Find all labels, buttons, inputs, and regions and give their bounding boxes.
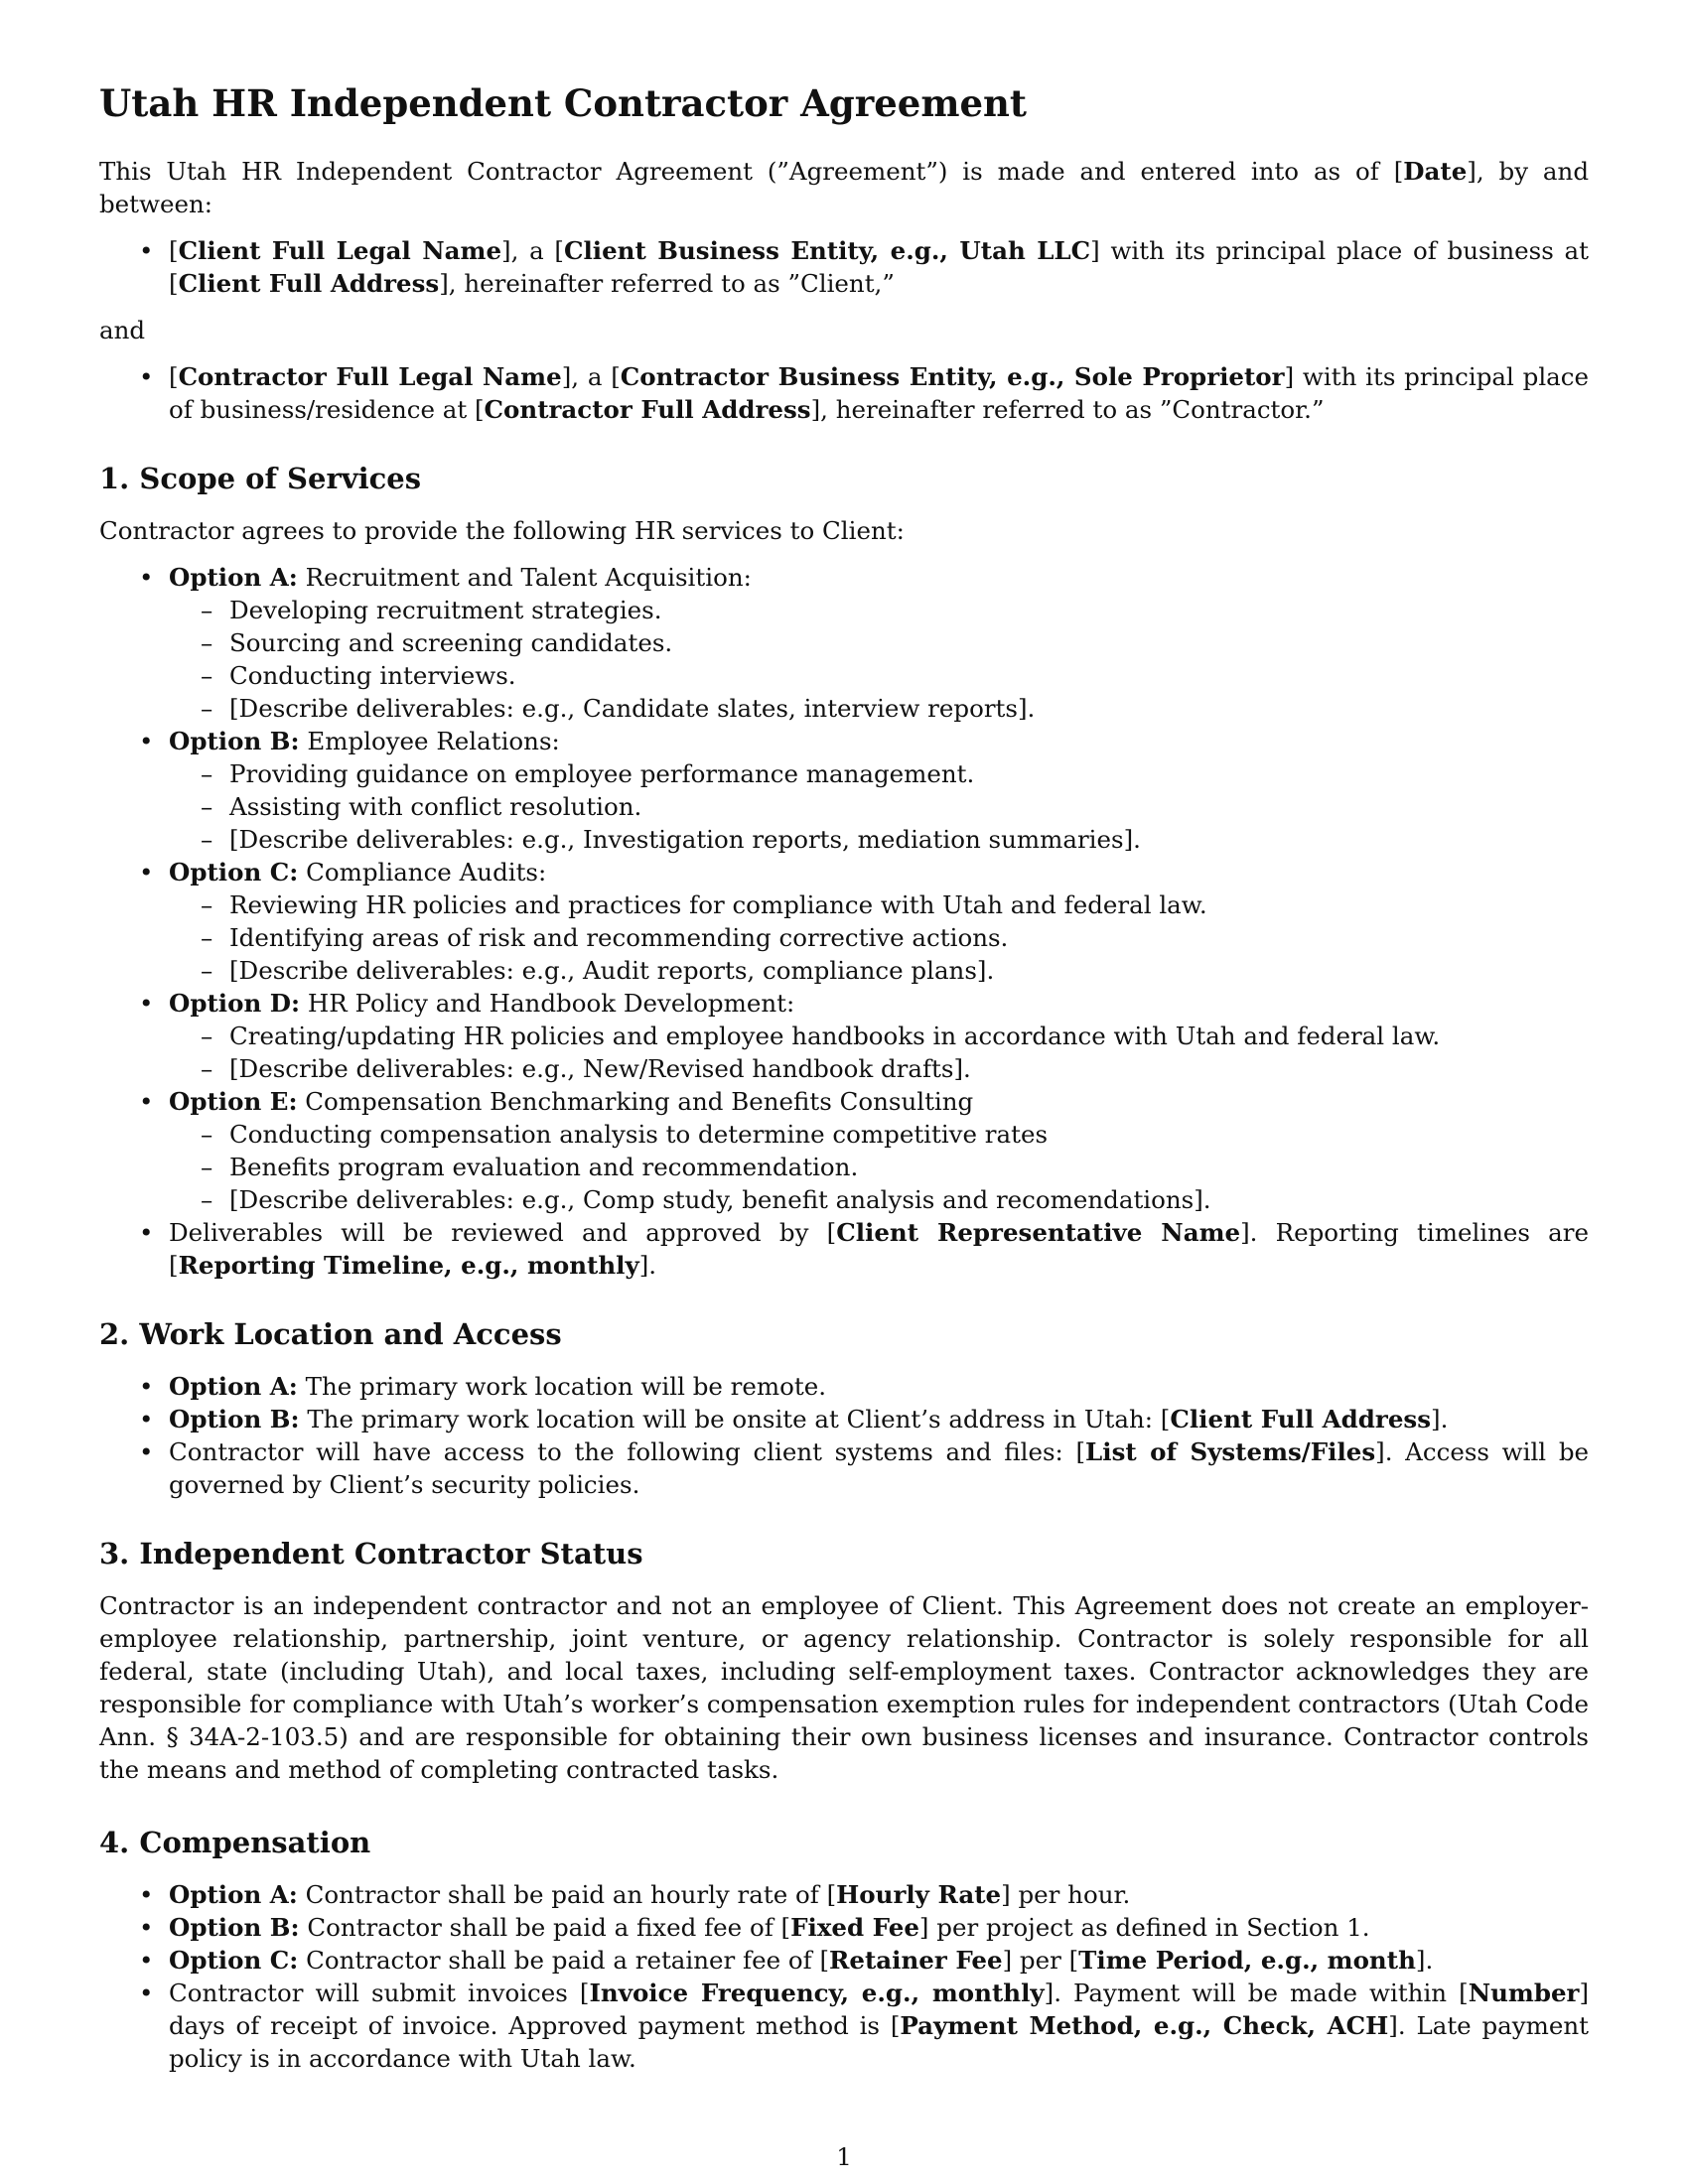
list-item: – [Describe deliverables: e.g., Candidate slates, interview reports]. [169,692,1589,725]
intro-text-1: This Utah HR Independent Contractor Agreement (”Agreement”) is made and entered into as of [ [99,157,1404,187]
compensation-list [99,1878,1589,2075]
option-label: Option E: [169,1087,298,1117]
option-label: Option B: [169,1912,300,1942]
list-item: – [Describe deliverables: e.g., Audit reports, compliance plans]. [169,954,1589,987]
party-text: ], a [ [501,236,564,266]
party-text: ], hereinafter referred to as ”Client,” [439,269,895,299]
option-text: HR Policy and Handbook Development: [300,989,795,1019]
systems-files-placeholder: List of Systems/Files [1085,1436,1376,1466]
document-title: Utah HR Independent Contractor Agreement [99,81,1028,125]
location-option-b [99,1403,1589,1435]
list-item: – Assisting with conflict resolution. [169,790,1589,823]
service-option-b [99,725,1589,856]
section-2-heading: 2. Work Location and Access [99,1317,562,1352]
and-connector: and [99,316,146,345]
option-label: Option C: [169,858,299,887]
list-item: – Conducting compensation analysis to determine competitive rates [169,1118,1589,1151]
invoice-terms [99,1977,1589,2075]
client-party [99,234,1589,300]
option-label: Option B: [169,727,300,756]
option-label: Option A: [169,1879,298,1909]
option-text: ]. [1431,1404,1449,1433]
invoice-text: ] days of receipt of invoice. Approved payment method is [ [169,1978,1590,2040]
client-entity-placeholder: Client Business Entity, e.g., Utah LLC [563,236,1091,266]
list-item: – Providing guidance on employee performance management. [169,757,1589,790]
list-item: – Developing recruitment strategies. [169,594,1589,626]
option-text: Compliance Audits: [298,858,547,887]
comp-option-b [99,1911,1589,1944]
work-location-list [99,1370,1589,1501]
systems-access [99,1435,1589,1501]
intro-paragraph [99,155,1589,220]
section-3-heading: 3. Independent Contractor Status [99,1536,643,1570]
service-option-e [99,1085,1589,1216]
option-text: Recruitment and Talent Acquisition: [297,563,752,593]
retainer-fee-placeholder: Retainer Fee [829,1945,1003,1975]
option-label: Option C: [169,1945,299,1975]
option-label: Option D: [169,989,301,1019]
deliverables-review [99,1216,1589,1282]
access-text: Contractor will have access to the following client systems and files: [ [169,1436,1086,1466]
option-text: Employee Relations: [299,727,560,756]
client-name-placeholder: Client Full Legal Name [178,236,502,266]
option-text: The primary work location will be remote. [297,1371,826,1401]
option-text: Compensation Benchmarking and Benefits Consulting [297,1087,974,1117]
option-text: ] per [ [1002,1945,1079,1975]
party-text: ], hereinafter referred to as ”Contractor.” [810,395,1325,425]
contractor-name-placeholder: Contractor Full Legal Name [178,362,562,392]
option-text: Contractor shall be paid a fixed fee of [ [299,1912,791,1942]
option-text: Contractor shall be paid an hourly rate of [ [297,1879,837,1909]
client-party-list [99,234,1589,300]
client-address-placeholder: Client Full Address [1170,1404,1432,1433]
section-4-heading: 4. Compensation [99,1825,371,1859]
services-list [99,561,1589,1282]
reporting-timeline-placeholder: Reporting Timeline, e.g., monthly [178,1251,639,1281]
section-1-heading: 1. Scope of Services [99,462,422,496]
service-option-c [99,856,1589,987]
option-text: ] per project as defined in Section 1. [918,1912,1370,1942]
invoice-text: ]. Payment will be made within [ [1044,1978,1469,2007]
list-item: – [Describe deliverables: e.g., Investigation reports, mediation summaries]. [169,823,1589,856]
party-text: [ [169,236,179,266]
option-label: Option A: [169,563,298,593]
location-option-a [99,1370,1589,1403]
client-representative-placeholder: Client Representative Name [836,1218,1241,1248]
option-label: Option A: [169,1371,298,1401]
comp-option-c [99,1944,1589,1977]
option-e-items [169,1118,1589,1216]
option-d-items [169,1020,1589,1085]
service-option-d [99,987,1589,1085]
list-item: – Conducting interviews. [169,659,1589,692]
party-text: ], a [ [561,362,621,392]
invoice-text: ]. Late payment policy is in accordance with Utah law. [169,2010,1589,2073]
payment-method-placeholder: Payment Method, e.g., Check, ACH [900,2010,1389,2040]
date-placeholder: Date [1403,157,1468,187]
client-address-placeholder: Client Full Address [178,269,440,299]
party-text: [ [169,362,179,392]
list-item: – [Describe deliverables: e.g., Comp study, benefit analysis and recomendations]. [169,1183,1589,1216]
contractor-address-placeholder: Contractor Full Address [484,395,811,425]
page-number: 1 [836,2142,852,2171]
option-b-items [169,757,1589,856]
option-text: Contractor shall be paid a retainer fee of [ [298,1945,830,1975]
intro-text-2: ], by and between: [99,157,1589,219]
list-item: – Benefits program evaluation and recommendation. [169,1151,1589,1183]
review-text: Deliverables will be reviewed and approved by [ [169,1218,837,1248]
option-label: Option B: [169,1404,300,1433]
option-a-items [169,594,1589,725]
document-page [99,81,1589,2089]
review-text: ]. [638,1251,657,1281]
service-option-a [99,561,1589,725]
access-text: ]. Access will be governed by Client’s security policies. [169,1436,1590,1499]
party-text: ] with its principal place of business at [ [169,236,1589,299]
list-item: – Creating/updating HR policies and employee handbooks in accordance with Utah and federal law. [169,1020,1589,1052]
option-c-items [169,888,1589,987]
section-1-intro: Contractor agrees to provide the following HR services to Client: [99,516,905,546]
contractor-party-list [99,360,1589,426]
option-text: ] per hour. [1001,1879,1131,1909]
option-text: ]. [1415,1945,1434,1975]
fixed-fee-placeholder: Fixed Fee [790,1912,919,1942]
payment-days-placeholder: Number [1468,1978,1580,2007]
list-item: – [Describe deliverables: e.g., New/Revised handbook drafts]. [169,1052,1589,1085]
review-text: ]. Reporting timelines are [ [169,1218,1589,1281]
contractor-status-paragraph: Contractor is an independent contractor and not an employee of Client. This Agreement does not create an employer-employee relationship, partnership, joint venture, or agency relationship. Contractor is solely responsible for all federal, state (including Utah), and local taxes, including self-employment taxes. Contractor acknowledges they are responsible for compliance with Utah’s worker’s compensation exemption rules for independent contractors (Utah Code Ann. § 34A-2-103.5) and are responsible for obtaining their own business licenses and insurance. Contractor controls the means and method of completing contracted tasks. [99,1590,1590,1784]
invoice-frequency-placeholder: Invoice Frequency, e.g., monthly [589,1978,1045,2007]
list-item: – Reviewing HR policies and practices for compliance with Utah and federal law. [169,888,1589,921]
comp-option-a [99,1878,1589,1911]
party-text: ] with its principal place of business/residence at [ [169,362,1590,425]
contractor-entity-placeholder: Contractor Business Entity, e.g., Sole Proprietor [620,362,1285,392]
contractor-party [99,360,1589,426]
hourly-rate-placeholder: Hourly Rate [836,1879,1002,1909]
time-period-placeholder: Time Period, e.g., month [1078,1945,1416,1975]
list-item: – Identifying areas of risk and recommending corrective actions. [169,921,1589,954]
list-item: – Sourcing and screening candidates. [169,626,1589,659]
option-text: The primary work location will be onsite at Client’s address in Utah: [ [299,1404,1171,1433]
invoice-text: Contractor will submit invoices [ [169,1978,590,2007]
